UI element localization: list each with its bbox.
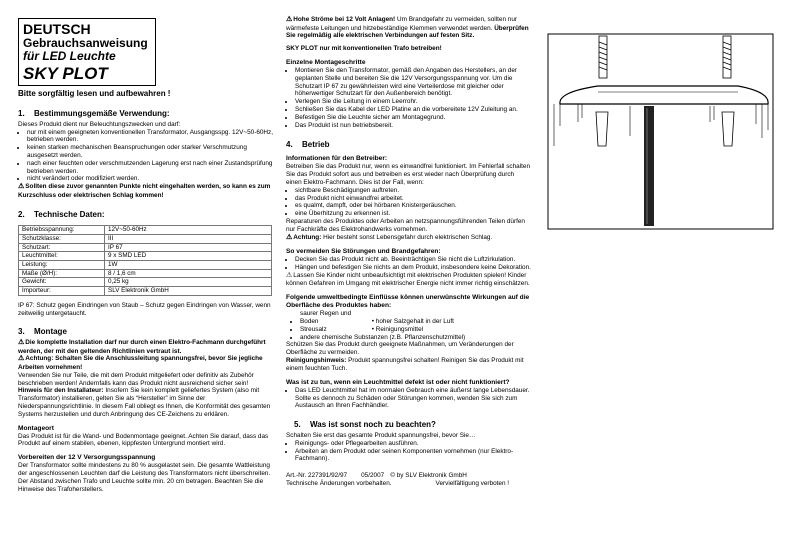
table-row: Schutzklasse: III (19, 234, 272, 243)
table-row: Schutzart: IP 67 (19, 243, 272, 252)
children-warning: ⚠ Lassen Sie Kinder nicht unbeaufsichtigt mit elektrischen Produkten spielen! Kinder können Gefahren im Umgang mit elektrischer Energie nicht immer richtig einschätzen. (286, 272, 531, 288)
high-current-warning: ⚠ Hohe Ströme bei 12 Volt Anlagen! Um Brandgefahr zu vermeiden, sollten nur wärmefeste Leitungen und hitzebeständige Klemmen verwendet werden. Überprüfen Sie regelmäßig alle elektrischen Verbindungen auf festen Sitz. (286, 16, 531, 40)
section-5-intro: Schalten Sie erst das gesamte Produkt spannungsfrei, bevor Sie… (286, 431, 476, 439)
doc-type: Gebrauchsanweisung (23, 35, 148, 50)
table-row: Leuchtmittel: 9 x SMD LED (19, 252, 272, 261)
screw-left (599, 36, 607, 78)
list-item: • Decken Sie das Produkt nicht ab. Beeinträchtigen Sie nicht die Luftzirkulation. (295, 256, 531, 264)
product-name: SKY PLOT (23, 63, 108, 83)
table-row: Importeur: SLV Elektronik GmbH (19, 287, 272, 296)
section-1-intro: Dieses Produkt dient nur Beleuchtungszwecken und darf: (18, 120, 181, 128)
repair-note: Reparaturen des Produktes oder Arbeiten an netzspannungsführenden Teilen dürfen nur Fachkräfte des Elektrohandwerks vornehmen. (286, 217, 525, 233)
supply-heading: Vorbereiten der 12 V Versorgungsspannung (18, 454, 156, 462)
section-5-list (286, 440, 531, 463)
cable (644, 106, 654, 226)
mounting-place-text: Das Produkt ist für die Wand- und Bodenmontage geeignet. Achten Sie darauf, dass das Produkt auf einem stabilen, ebenen, kippfesten Untergrund montiert wird. (18, 432, 269, 448)
installer-note: Hinweis für den Installateur: Insofern Sie kein komplett geliefertes System (also mit Transformator) installieren, gelten Sie als “Hersteller” im Sinne der Niederspannungsrichtlinie. In diesem Fall obliegt es Ihnen, die Konformität des gesamten Systems herzustellen und durch Anbringung des CE-Zeichens zu erklären. (18, 387, 271, 418)
section-1-heading: 1. Bestimmungsgemäße Verwendung: (18, 108, 170, 118)
ground-outline (548, 34, 773, 229)
section-2-heading: 2. Technische Daten: (18, 209, 105, 219)
list-item: • keinen starken mechanischen Beanspruchungen oder starker Verschmutzung ausgesetzt werden. (27, 144, 273, 160)
defect-list (286, 387, 531, 410)
trafo-note: SKY PLOT nur mit konventionellen Trafo betreiben! (286, 45, 442, 53)
section-5-heading: 5. Was ist sonst noch zu beachten? (294, 420, 436, 430)
steps-heading: Einzelne Montageschritte (286, 58, 366, 66)
section-1-list (18, 129, 273, 184)
defect-heading: Was ist zu tun, wenn ein Leuchtmittel defekt ist oder nicht funktioniert? (286, 378, 510, 386)
environment-heading: Folgende umweltbedingte Einflüsse können unerwünschte Wirkungen auf die Oberfläche des Produktes haben: (286, 294, 530, 310)
list-item: • das Produkt nicht einwandfrei arbeitet. (295, 195, 531, 203)
column-middle (286, 16, 531, 488)
lamp-body (560, 86, 768, 104)
read-notice: Bitte sorgfältig lesen und aufbewahren ! (18, 89, 171, 99)
table-row: Leistung: 1W (19, 261, 272, 270)
footer-line-1: Art.-Nr. 227391/92/97 05/2007 © by SLV Elektronik GmbH (286, 472, 467, 480)
list-item: • Arbeiten an dem Produkt oder seinen Komponenten vornehmen (nur Elektro-Fachmann). (295, 448, 531, 464)
dowel-right (722, 112, 734, 146)
operator-list (286, 187, 531, 218)
list-item: • sichtbare Beschädigungen auftreten. (295, 187, 531, 195)
install-warning: ⚠ Die komplette Installation darf nur durch einen Elektro-Fachmann durchgeführt werden, der mit den geltenden Richtlinien vertraut ist. (18, 339, 273, 355)
dowel-left (596, 112, 608, 146)
doc-subject: für LED Leuchte (23, 49, 116, 64)
list-item: • Das LED Leuchtmittel hat im normalen Gebrauch eine äußerst lange Lebensdauer. Sollte es dennoch zu Schäden oder Störungen kommen, wenden Sie sich zum Austausch an Ihren Fachhändler. (295, 387, 531, 410)
steps-list (286, 67, 531, 130)
section-4-heading: 4. Betrieb (286, 139, 330, 149)
avoid-list (286, 256, 531, 272)
mounting-illustration (538, 26, 793, 236)
list-item: • Befestigen Sie die Leuchte sicher am Montagegrund. (295, 114, 531, 122)
list-item: • Montieren Sie den Transformator, gemäß den Angaben des Herstellers, an der geplanten Stelle und bereiten Sie die 12V Versorgungsspannung vor. Um die Schutzart IP 67 zu gewährleisten wird eine Verteilerdose mit gleicher oder höherwertiger Schutzart für den Außenbereich benötigt. (295, 67, 531, 98)
table-row: Maße (Ø/H): 8 / 1,6 cm (19, 269, 272, 278)
footer-line-2: Technische Änderungen vorbehalten. Vervielfältigung verboten ! (286, 479, 510, 487)
list-item: • Reinigungs- oder Pflegearbeiten ausführen. (295, 440, 531, 448)
list-item: • Streusalz • Reinigungsmittel (300, 326, 531, 334)
list-item: • andere chemische Substanzen (z.B. Pflanzenschutzmittel) (300, 334, 531, 342)
environment-list (286, 310, 531, 341)
column-left (18, 18, 273, 494)
list-item: • nach einer feuchten oder verschmutzenden Lagerung erst nach einer Zustandsprüfung betrieben werden. (27, 160, 273, 176)
table-row: Gewicht: 0,25 kg (19, 278, 272, 287)
list-item: • nicht verändert oder modifiziert werden. (27, 175, 273, 183)
mounting-place-heading: Montageort (18, 424, 54, 432)
section-3-heading: 3. Montage (18, 327, 67, 337)
table-row: Betriebsspannung: 12V~50-60Hz (19, 226, 272, 235)
power-off-warning: ⚠ Achtung: Schalten Sie die Anschlussleitung spannungsfrei, bevor Sie jegliche Arbeiten vornehmen! (18, 355, 273, 371)
screw-right (723, 36, 731, 78)
list-item: • eine Überhitzung zu erkennen ist. (295, 210, 531, 218)
list-item: • saurer Regen und Boden • hoher Salzgehalt in der Luft (300, 310, 531, 326)
list-item: • Hängen und befestigen Sie nichts an dem Produkt, insbesondere keine Dekoration. (295, 264, 531, 272)
list-item: • Schließen Sie das Kabel der LED Platine an die vorbereitete 12V Zuleitung an. (295, 106, 531, 114)
shock-warning: ⚠ Achtung: Hier besteht sonst Lebensgefahr durch elektrischen Schlag. (286, 234, 531, 243)
ip-note: IP 67: Schutz gegen Eindringen von Staub – Schutz gegen Eindringen von Wasser, wenn zeitweilig untergetaucht. (18, 301, 271, 317)
list-item: • Das Produkt ist nun betriebsbereit. (295, 122, 531, 130)
list-item: • es qualmt, dampft, oder bei hörbaren Knistergeräuschen. (295, 202, 531, 210)
list-item: • Verlegen Sie die Leitung in einem Leerrohr. (295, 98, 531, 106)
avoid-heading: So vermeiden Sie Störungen und Brandgefahren: (286, 248, 441, 256)
list-item: • nur mit einem geeigneten konventionellen Transformator, Ausgangsspg. 12V~50-60Hz, betrieben werden. (27, 129, 273, 145)
environment-note: Schützen Sie das Produkt durch geeignete Maßnahmen, um Veränderungen der Oberfläche zu vermeiden. (286, 341, 514, 357)
cleaning-note: Reinigungshinweis: Produkt spannungsfrei schalten! Reinigen Sie das Produkt mit einem feuchten Tuch. (286, 357, 524, 372)
operator-heading: Informationen für den Betreiber: (286, 155, 388, 163)
operator-text: Betreiben Sie das Produkt nur, wenn es einwandfrei funktioniert. Im Fehlerfall schalten Sie das Produkt sofort aus und betreiben es erst wieder nach Überprüfung durch einen Elektro-Fachmann. Dies ist der Fall, wenn: (286, 163, 531, 186)
supply-text: Der Transformator sollte mindestens zu 80 % ausgelastet sein. Die gesamte Wattleistung der angeschlossenen Leuchten darf die Leistung des Transformators nicht überschreiten. Der Abstand zwischen Trafo und Leuchte sollte min. 20 cm betragen. Beachten Sie die Hinweise des Trafoherstellers. (18, 462, 271, 493)
title-box (18, 18, 156, 86)
language-label: DEUTSCH (23, 21, 91, 37)
mounting-diagram (538, 26, 793, 236)
tech-data-table (18, 225, 272, 295)
parts-note: Verwenden Sie nur Teile, die mit dem Produkt mitgeliefert oder definitiv als Zubehör beschrieben werden! Andernfalls kann das Produkt nicht ausreichend sicher sein! (18, 371, 254, 387)
section-1-warning: ⚠ Sollten diese zuvor genannten Punkte nicht eingehalten werden, so kann es zum Kurzschluss oder elektrischen Schlag kommen! (18, 183, 273, 199)
